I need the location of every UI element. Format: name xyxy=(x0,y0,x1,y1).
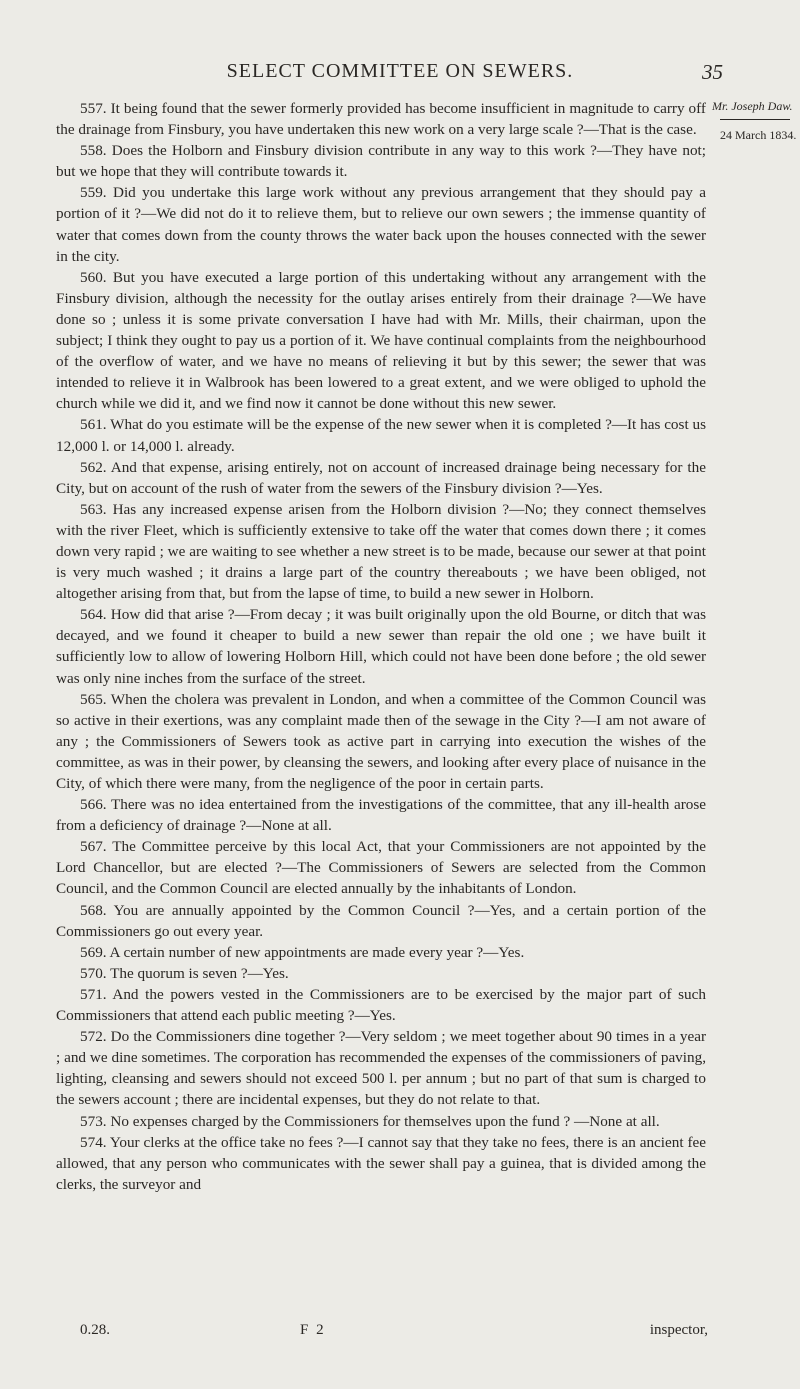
running-head: SELECT COMMITTEE ON SEWERS. xyxy=(226,60,574,82)
testimony-body xyxy=(56,98,706,1195)
paragraph-574: 574. Your clerks at the office take no fees ?—I cannot say that they take no fees, there is an ancient fee allowed, that any person who communicates with the sewer shall pay a guinea, that is divided among the clerks, the surveyor and xyxy=(56,1133,706,1193)
testimony-date: 24 March 1834. xyxy=(720,128,797,142)
paragraph-570: 570. The quorum is seven ?—Yes. xyxy=(80,964,289,982)
paragraph-568: 568. You are annually appointed by the Common Council ?—Yes, and a certain portion of the Commissioners go out every year. xyxy=(56,901,706,940)
catchword: inspector, xyxy=(649,1322,708,1338)
paragraph-559: 559. Did you undertake this large work without any previous arrangement that they should pay a portion of it ?—We did not do it to relieve them, but to relieve our own sewers ; the immense quantity of water that comes down from the county throws the water back upon the houses connected with the sewer in the city. xyxy=(56,184,706,265)
paragraph-566: 566. There was no idea entertained from the investigations of the committee, that any ill-health arose from a deficiency of drainage ?—None at all. xyxy=(56,796,706,835)
paragraph-565: 565. When the cholera was prevalent in London, and when a committee of the Common Council was so active in their exertions, was any complaint made then of the sewage in the City ?—I am not aware of any ; the Commissioners of Sewers took as active part in carrying into execution the wishes of the committee, as was in their power, by cleansing the sewers, and looking after every place of nuisance in the City, of which there were many, from the negligence of the poor in certain parts. xyxy=(56,690,706,792)
paragraph-562: 562. And that expense, arising entirely, not on account of increased drainage being necessary for the City, but on account of the rush of water from the sewers of the Finsbury division ?—Yes. xyxy=(56,458,706,497)
paragraph-569: 569. A certain number of new appointments are made every year ?—Yes. xyxy=(80,943,525,961)
paragraph-563: 563. Has any increased expense arisen from the Holborn division ?—No; they connect themselves with the river Fleet, which is sufficiently extensive to take off the water that comes down there ; it comes down very rapid ; we are waiting to see whether a new street is to be made, because our sewer at that point is very much washed ; it drains a large part of the country thereabouts ; we have been obliged, not altogether arising from that, but from the lapse of time, to build a new sewer in Holborn. xyxy=(56,500,706,603)
sheet-mark: F 2 xyxy=(300,1322,326,1338)
paragraph-572: 572. Do the Commissioners dine together ?—Very seldom ; we meet together about 90 times in a year ; and we dine sometimes. The corporation has recommended the expenses of the commissioners of paving, lighting, cleansing and sewers should not exceed 500 l. per annum ; but no part of that sum is charged to the sewers account ; there are incidental expenses, but they do not relate to that. xyxy=(56,1028,706,1109)
margin-rule xyxy=(720,119,790,120)
signature-mark: 0.28. xyxy=(80,1322,110,1338)
paragraph-558: 558. Does the Holborn and Finsbury division contribute in any way to this work ?—They have not; but we hope that they will contribute towards it. xyxy=(56,142,706,181)
paragraph-564: 564. How did that arise ?—From decay ; it was built originally upon the old Bourne, or ditch that was decayed, and we found it cheaper to build a new sewer than repair the old one ; we have built it sufficiently low to allow of lowering Holborn Hill, which could not have been done before ; the old sewer was only nine inches from the surface of the street. xyxy=(56,606,706,687)
paragraph-571: 571. And the powers vested in the Commissioners are to be exercised by the major part of such Commissioners that attend each public meeting ?—Yes. xyxy=(56,985,706,1025)
paragraph-567: 567. The Committee perceive by this local Act, that your Commissioners are not appointed by the Lord Chancellor, but are elected ?—The Commissioners of Sewers are selected from the Common Council, and the Common Council are elected annually by the inhabitants of London. xyxy=(56,838,706,898)
paragraph-560: 560. But you have executed a large portion of this undertaking without any arrangement with the Finsbury division, although the necessity for the outlay arises entirely from their drainage ?—We have done so ; unless it is some private conversation I have had with Mr. Mills, their chairman, upon the subject; I think they ought to pay us a portion of it. We have continual complaints from the neighbourhood of the overflow of water, and we have no means of relieving it but by this sewer; the sewer that was intended to relieve it in Walbrook has been lowered to a great extent, and we were obliged to uphold the church while we did it, and we find now it cannot be done without this new sewer. xyxy=(56,268,706,413)
witness-name: Mr. Joseph Daw. xyxy=(712,99,793,113)
paragraph-573: 573. No expenses charged by the Commissioners for themselves upon the fund ? —None at all. xyxy=(80,1112,660,1130)
page-number: 35 xyxy=(702,60,723,84)
margin-note xyxy=(712,97,798,144)
paragraph-561: 561. What do you estimate will be the expense of the new sewer when it is completed ?—It has cost us 12,000 l. or 14,000 l. already. xyxy=(56,416,706,455)
paragraph-557: 557. It being found that the sewer formerly provided has become insufficient in magnitude to carry off the drainage from Finsbury, you have undertaken this new work on a very large scale ?—That is the case. xyxy=(56,100,706,139)
